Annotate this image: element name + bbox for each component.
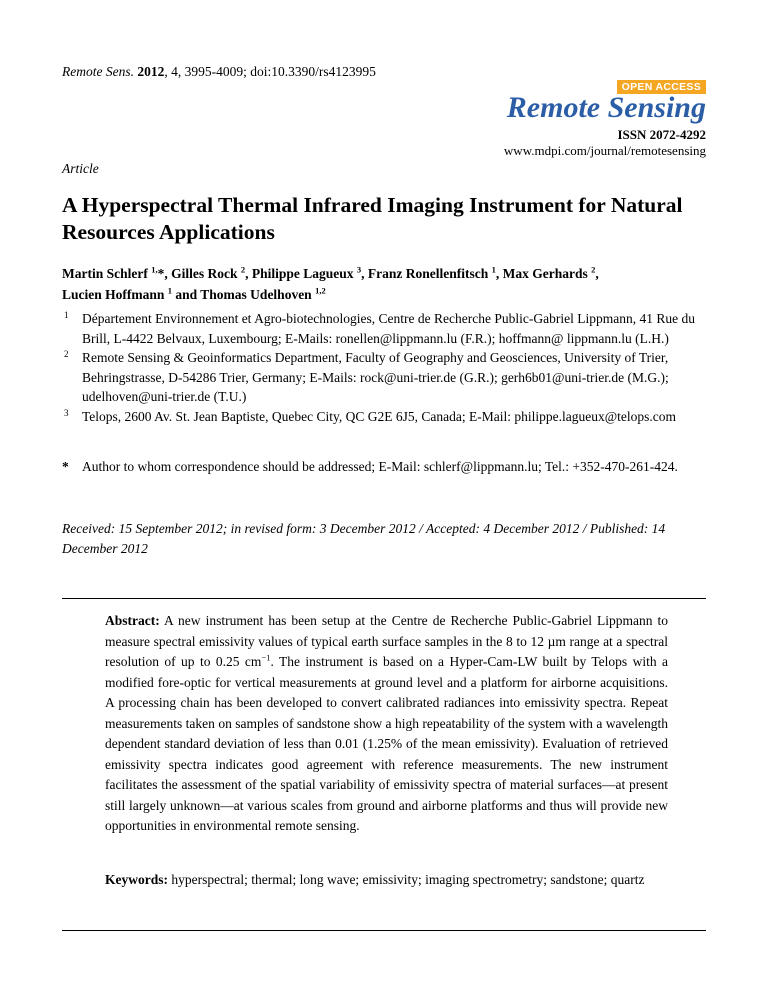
author-name: Philippe Lagueux (251, 266, 354, 281)
keywords-label: Keywords: (105, 872, 168, 887)
author-name: Martin Schlerf (62, 266, 148, 281)
author-corresponding-mark: * (157, 266, 165, 281)
author-affil-sup: 2 (591, 264, 596, 275)
author-affil-sup: 1,2 (315, 285, 326, 296)
affiliation-number: 1 (64, 310, 69, 320)
journal-logo-text: Remote Sensing (506, 91, 706, 124)
author-name: Max Gerhards (502, 266, 588, 281)
affiliation-text: Telops, 2600 Av. St. Jean Baptiste, Quebec City, QC G2E 6J5, Canada; E-Mail: philippe.lagueux@telops.com (82, 408, 677, 424)
journal-url[interactable]: www.mdpi.com/journal/remotesensing (503, 143, 706, 158)
affiliation-item (62, 407, 712, 427)
abstract-label: Abstract: (105, 613, 160, 628)
publication-dates: Received: 15 September 2012; in revised form: 3 December 2012 / Accepted: 4 December 2012 / Published: 14 December 2012 (62, 521, 666, 556)
affiliation-item (62, 348, 712, 407)
author-affil-sup: 1, (151, 264, 158, 275)
author-name: Lucien Hoffmann (62, 287, 165, 302)
correspondence-note (62, 457, 712, 477)
affiliation-number: 2 (64, 349, 69, 359)
keywords (105, 870, 668, 890)
author-name: Thomas Udelhoven (200, 287, 312, 302)
author-affil-sup: 3 (356, 264, 362, 275)
citation-journal: Remote Sens. (62, 64, 134, 79)
author-affil-sup: 2 (240, 264, 246, 275)
correspondence-star: * (62, 459, 69, 474)
abstract-unit-superscript: −1 (261, 652, 271, 663)
author-name: Franz Ronellenfitsch (367, 266, 489, 281)
abstract-text-part2: . The instrument is based on a Hyper-Cam-LW built by Telops with a modified fore-optic for vertical measurements at ground level and a platform for airborne acquisitions. A processing chain has been developed to convert calibrated radiances into emissivity spectra. Repeat measurements taken on samples of sandstone show a high repeatability of the system with a wavelength dependent standard deviation of less than 0.01 (1.25% of the mean emissivity). Evaluation of retrieved emissivity spectra indicates good agreement with reference measurements. The new instrument facilitates the assessment of the spatial variability of emissivity spectra of material surfaces—at present still largely unknown—at various scales from ground and airborne platforms and thus will provide new opportunities in environmental remote sensing. (105, 654, 668, 833)
keywords-text: hyperspectral; thermal; long wave; emissivity; imaging spectrometry; sandstone; quartz (168, 872, 645, 887)
paper-title: A Hyperspectral Thermal Infrared Imaging Instrument for Natural Resources Applications (62, 193, 683, 244)
divider-top (62, 598, 706, 599)
citation-rest: , 4, 3995-4009; doi:10.3390/rs4123995 (164, 64, 376, 79)
affiliation-item (62, 309, 712, 348)
divider-bottom (62, 930, 706, 931)
article-type: Article (62, 161, 99, 176)
abstract-text-part1: A new instrument has been setup at the Centre de Recherche Public-Gabriel Lippmann to measure spectral emissivity values of typical earth surface samples in the 8 to 12 µm range at a spectral resolution of up to 0.25 cm (105, 613, 668, 669)
issn: ISSN 2072-4292 (617, 127, 706, 142)
affiliation-number: 3 (64, 407, 69, 418)
author-affil-sup: 1 (167, 285, 173, 296)
open-access-badge: OPEN ACCESS (617, 80, 706, 94)
author-name: Gilles Rock (171, 266, 238, 281)
abstract (105, 611, 668, 837)
author-affil-sup: 1 (491, 264, 496, 275)
citation-year: 2012 (137, 64, 165, 79)
affiliations (62, 309, 712, 426)
affiliation-text: Remote Sensing & Geoinformatics Department, Faculty of Geography and Geosciences, University of Trier, Behringstrasse, D-54286 Trier, Germany; E-Mails: rock@uni-trier.de (G.R.); gerh6b01@uni-trier.de (M.G.); udelhoven@uni-trier.de (T.U.) (82, 350, 669, 404)
affiliation-text: Département Environnement et Agro-biotechnologies, Centre de Recherche Public-Gabriel Lippmann, 41 Rue du Brill, L-4422 Belvaux, Luxembourg; E-Mails: ronellen@lippmann.lu (F.R.); hoffmann@ lippmann.lu (L.H.) (82, 311, 695, 346)
citation-line (62, 64, 376, 80)
correspondence-text: Author to whom correspondence should be addressed; E-Mail: schlerf@lippmann.lu; Tel.: +352-470-261-424. (82, 459, 678, 474)
author-list: Martin Schlerf $^{1,}$*, Gilles Rock $^2$, Philippe Lagueux $^3$, Franz Ronellenfitsch $^1$, Max Gerhards $^2$, Lucien Hoffmann $^1$ and Thomas Udelhoven $^{1,2}$ (62, 264, 599, 302)
